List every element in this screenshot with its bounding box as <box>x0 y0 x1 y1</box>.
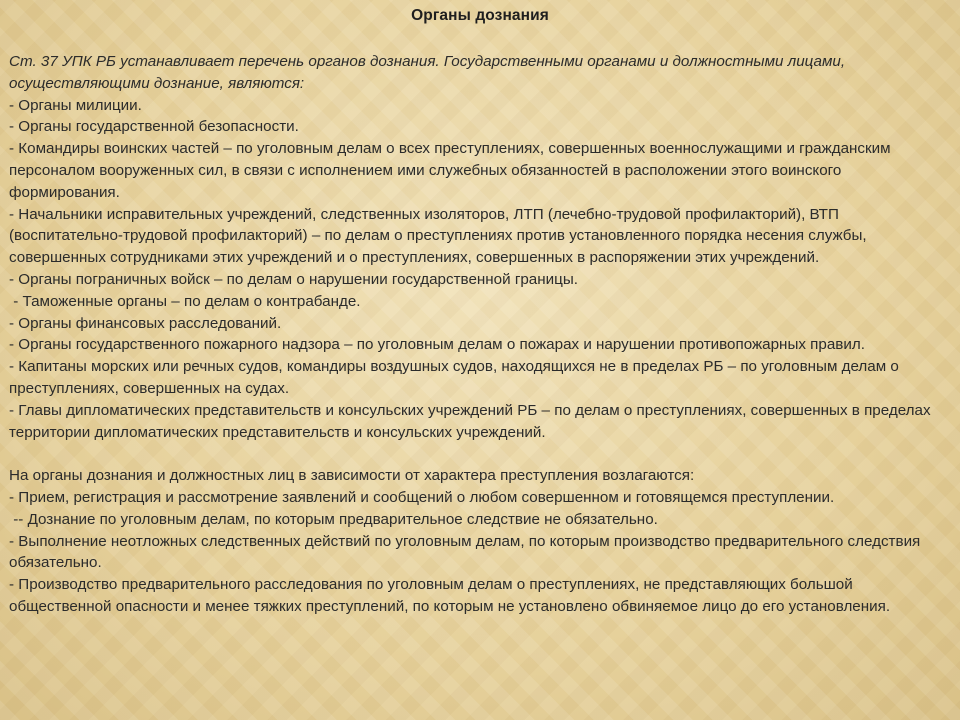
body-item-military-commanders: - Командиры воинских частей – по уголовным делам о всех преступлениях, совершенных военнослужащими и гражданским персоналом вооруженных сил, в связи с исполнением ими служебных обязанностей в расположении этого воинского формирования. <box>9 140 895 201</box>
body-item-militia: - Органы милиции. <box>9 96 142 114</box>
body-item-diplomatic-heads: - Главы дипломатических представительств и консульских учреждений РБ – по делам о преступлениях, совершенных в пределах территории дипломатических представительств и консульских учреждений. <box>9 401 935 441</box>
duties-intro: На органы дознания и должностных лиц в зависимости от характера преступления возлагаются: <box>9 467 695 485</box>
duty-item-urgent-actions: - Выполнение неотложных следственных действий по уголовным делам, по которым производство предварительного следствия обязательно. <box>9 532 925 572</box>
intro-paragraph: Ст. 37 УПК РБ устанавливает перечень органов дознания. Государственными органами и должностными лицами, осуществляющими дознание, являются: <box>9 53 850 92</box>
body-item-customs: - Таможенные органы – по делам о контрабанде. <box>9 292 361 310</box>
body-item-fire-supervision: - Органы государственного пожарного надзора – по уголовным делам о пожарах и нарушении противопожарных правил. <box>9 336 865 354</box>
duty-item-inquiry: -- Дознание по уголовным делам, по которым предварительное следствие не обязательно. <box>9 510 658 528</box>
paragraph-gap <box>9 443 945 465</box>
duty-item-preliminary-investigation: - Производство предварительного расследования по уголовным делам о преступлениях, не представляющих большой общественной опасности и менее тяжких преступлений, по которым не установлено обвиняемое лицо до его установления. <box>9 576 891 615</box>
duty-item-reception: - Прием, регистрация и рассмотрение заявлений и сообщений о любом совершенном и готовящемся преступлении. <box>9 488 835 506</box>
body-item-correctional-heads: - Начальники исправительных учреждений, следственных изоляторов, ЛТП (лечебно-трудовой профилакторий), ВТП (воспитательно-трудовой профилакторий) – по делам о преступлениях против установленного порядка несения службы, совершенных сотрудниками этих учреждений и о преступлениях, совершенных в распоряжении этих учреждений. <box>9 205 871 267</box>
body-item-financial-investigations: - Органы финансовых расследований. <box>9 314 282 332</box>
body-item-state-security: - Органы государственной безопасности. <box>9 118 299 136</box>
body-item-border-troops: - Органы пограничных войск – по делам о нарушении государственной границы. <box>9 270 578 288</box>
body-item-ship-captains: - Капитаны морских или речных судов, командиры воздушных судов, находящихся не в пределах РБ – по уголовным делам о преступлениях, совершенных на судах. <box>9 358 904 397</box>
slide-content <box>9 51 945 618</box>
slide-title: Органы дознания <box>411 7 549 24</box>
